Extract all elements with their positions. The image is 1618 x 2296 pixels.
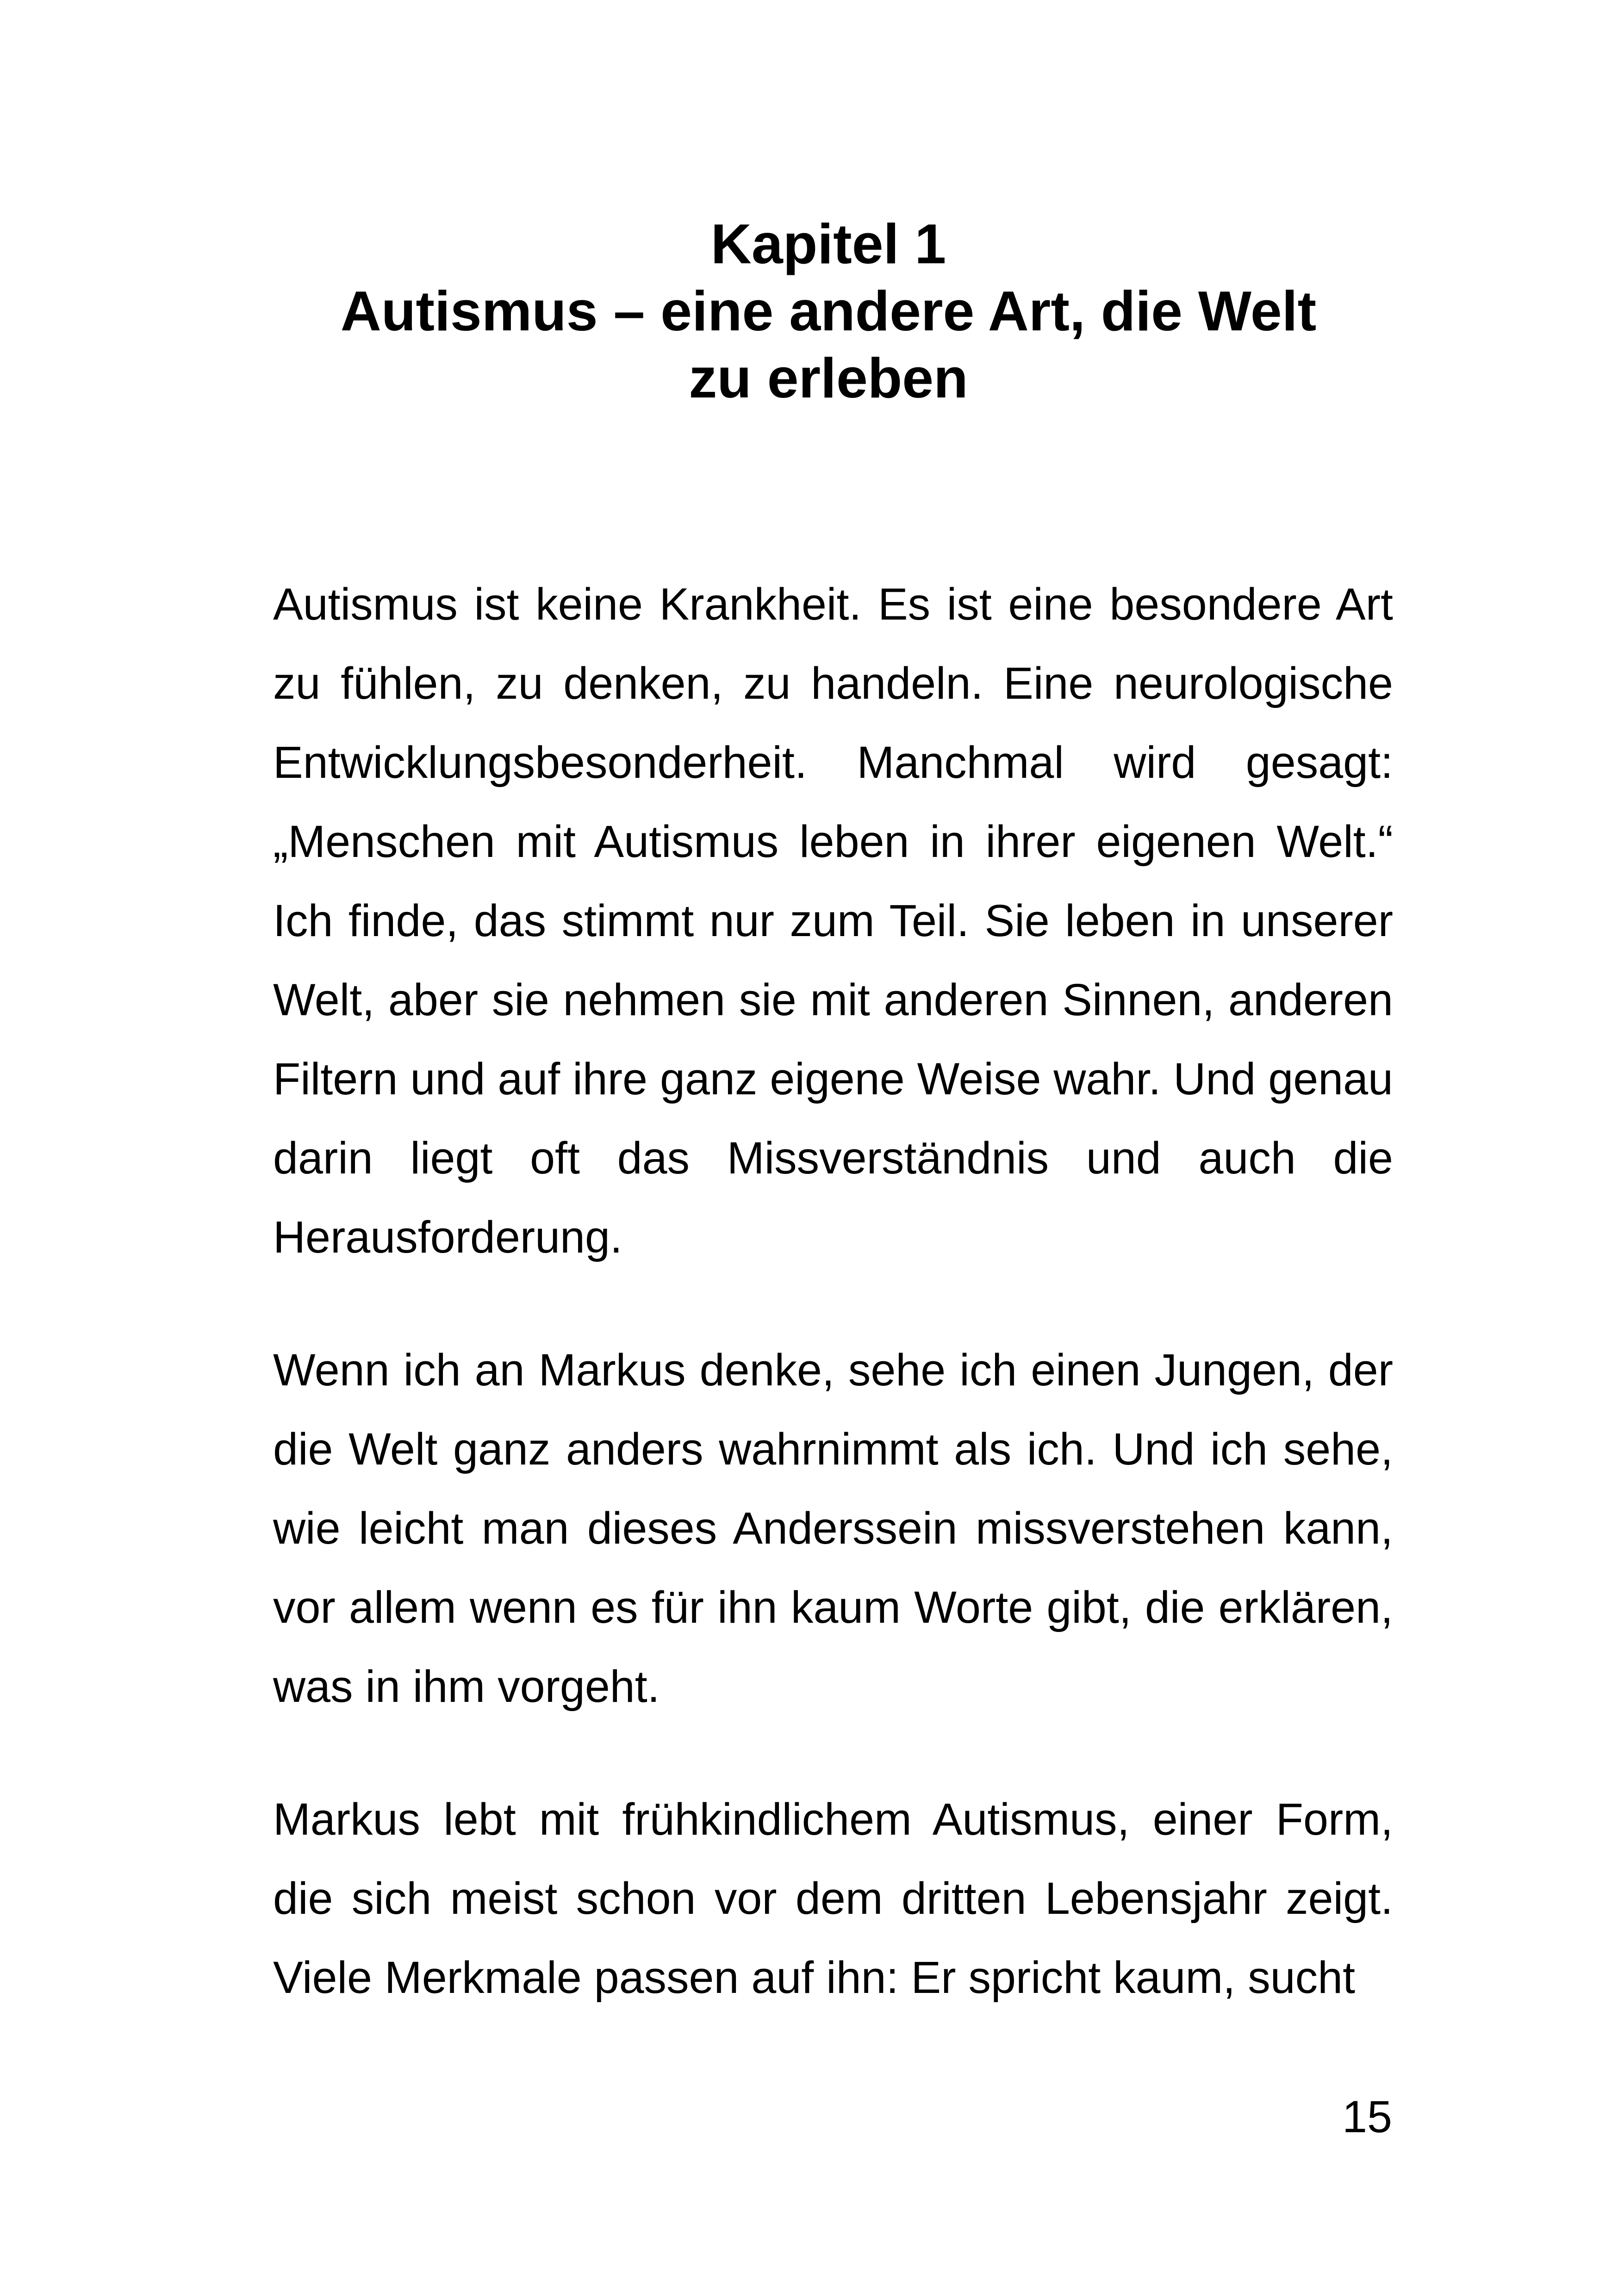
chapter-number: Kapitel 1 — [710, 212, 946, 275]
chapter-title-line-1: Autismus – eine andere Art, die Welt — [340, 279, 1317, 342]
chapter-heading — [268, 211, 1388, 412]
body-text — [273, 565, 1393, 2071]
paragraph-2: Wenn ich an Markus denke, sehe ich einen Jungen, der die Welt ganz anders wahrnimmt als ich. Und ich sehe, wie leicht man dieses Anderssein missverstehen kann, vor allem wenn es für ihn kaum Worte gibt, die erklären, was in ihm vorgeht. — [273, 1345, 1393, 1712]
paragraph-3: Markus lebt mit frühkindlichem Autismus, einer Form, die sich meist schon vor dem dritten Lebensjahr zeigt. Viele Merkmale passen auf ihn: Er spricht kaum, sucht — [273, 1794, 1393, 2003]
paragraph-1: Autismus ist keine Krankheit. Es ist eine besondere Art zu fühlen, zu denken, zu handeln. Eine neurologische Entwicklungsbesonderheit. Manchmal wird gesagt: „Menschen mit Autismus leben in ihrer eigenen Welt.“ Ich finde, das stimmt nur zum Teil. Sie leben in unserer Welt, aber sie nehmen sie mit anderen Sinnen, anderen Filtern und auf ihre ganz eigene Weise wahr. Und genau darin liegt oft das Missverständnis und auch die Herausforderung. — [273, 579, 1393, 1262]
page-number: 15 — [1342, 2091, 1392, 2142]
chapter-title-line-2: zu erleben — [689, 347, 968, 410]
